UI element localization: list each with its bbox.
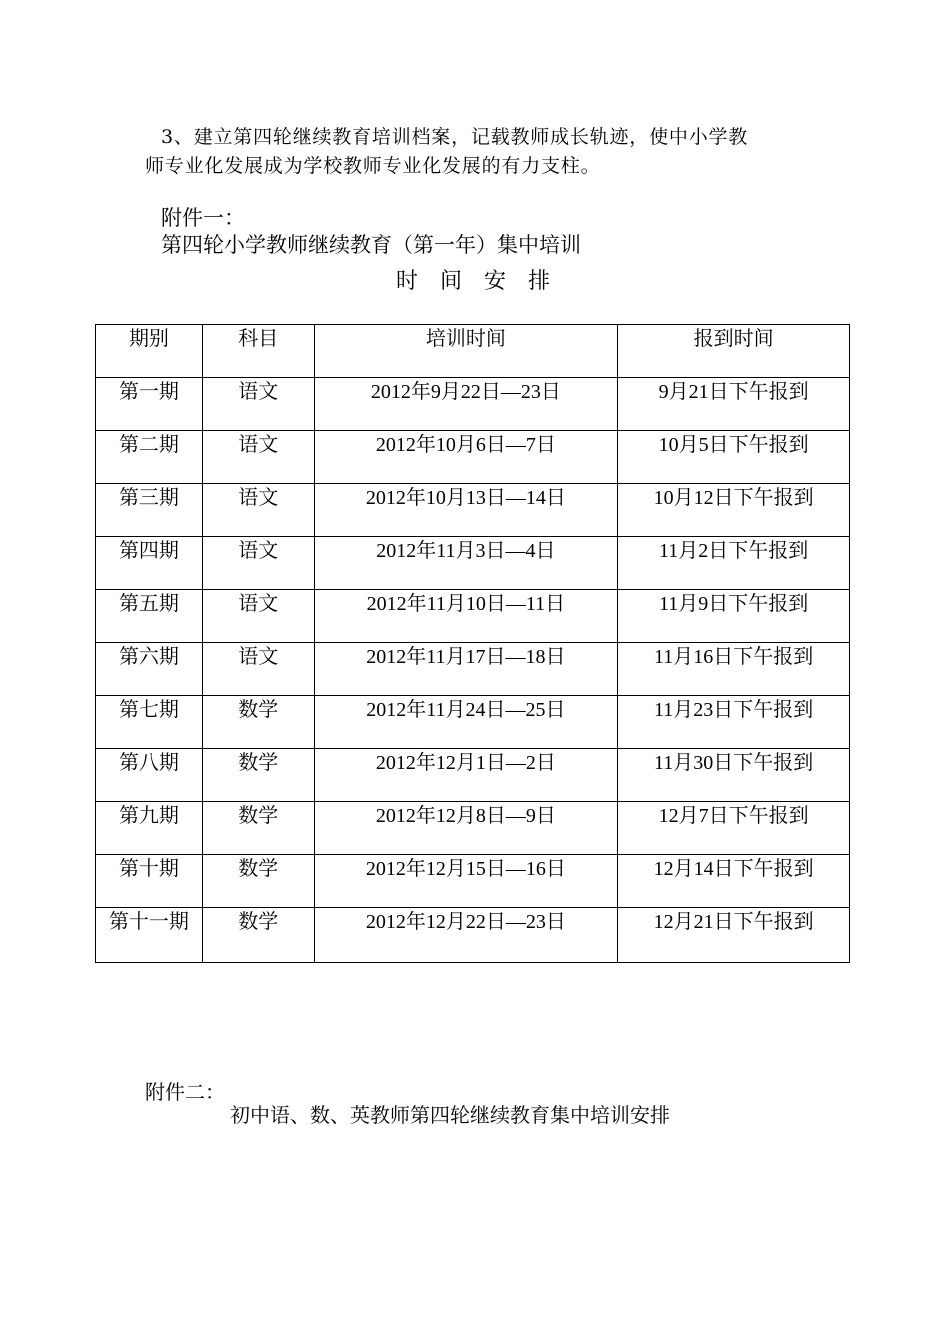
cell-training-time: 2012年12月1日—2日: [314, 749, 618, 802]
table-row: [96, 590, 850, 643]
attachment-1-title: 第四轮小学教师继续教育（第一年）集中培训: [161, 233, 581, 257]
header-report-time: 报到时间: [618, 325, 850, 378]
cell-report-time: 11月16日下午报到: [618, 643, 850, 696]
header-subject: 科目: [202, 325, 314, 378]
header-period: 期别: [96, 325, 203, 378]
cell-training-time: 2012年9月22日—23日: [314, 378, 618, 431]
cell-subject: 语文: [202, 431, 314, 484]
cell-report-time: 11月30日下午报到: [618, 749, 850, 802]
table-row: [96, 484, 850, 537]
cell-period: 第五期: [96, 590, 203, 643]
table-row: [96, 908, 850, 963]
training-schedule-table: [95, 324, 850, 963]
cell-report-time: 11月9日下午报到: [618, 590, 850, 643]
cell-subject: 语文: [202, 484, 314, 537]
cell-period: 第六期: [96, 643, 203, 696]
cell-period: 第十一期: [96, 908, 203, 963]
cell-period: 第七期: [96, 696, 203, 749]
cell-period: 第十期: [96, 855, 203, 908]
cell-subject: 数学: [202, 855, 314, 908]
cell-training-time: 2012年10月13日—14日: [314, 484, 618, 537]
attachment-2-title: 初中语、数、英教师第四轮继续教育集中培训安排: [230, 1103, 670, 1127]
cell-subject: 语文: [202, 537, 314, 590]
cell-period: 第八期: [96, 749, 203, 802]
attachment-1-label: 附件一：: [161, 206, 245, 230]
table-row: [96, 431, 850, 484]
header-training-time: 培训时间: [314, 325, 618, 378]
cell-report-time: 11月23日下午报到: [618, 696, 850, 749]
cell-training-time: 2012年12月8日—9日: [314, 802, 618, 855]
cell-subject: 语文: [202, 643, 314, 696]
table-header-row: [96, 325, 850, 378]
table-row: [96, 749, 850, 802]
table-row: [96, 802, 850, 855]
cell-period: 第一期: [96, 378, 203, 431]
cell-report-time: 12月7日下午报到: [618, 802, 850, 855]
cell-report-time: 9月21日下午报到: [618, 378, 850, 431]
table-row: [96, 855, 850, 908]
cell-report-time: 11月2日下午报到: [618, 537, 850, 590]
table-row: [96, 537, 850, 590]
cell-period: 第九期: [96, 802, 203, 855]
cell-training-time: 2012年12月22日—23日: [314, 908, 618, 963]
cell-period: 第二期: [96, 431, 203, 484]
cell-report-time: 12月14日下午报到: [618, 855, 850, 908]
cell-report-time: 10月12日下午报到: [618, 484, 850, 537]
cell-subject: 数学: [202, 749, 314, 802]
cell-subject: 语文: [202, 590, 314, 643]
cell-training-time: 2012年11月10日—11日: [314, 590, 618, 643]
paragraph-line-2: 师专业化发展成为学校教师专业化发展的有力支柱。: [145, 155, 601, 177]
cell-subject: 语文: [202, 378, 314, 431]
cell-training-time: 2012年11月24日—25日: [314, 696, 618, 749]
cell-subject: 数学: [202, 908, 314, 963]
table-row: [96, 696, 850, 749]
cell-subject: 数学: [202, 802, 314, 855]
table-row: [96, 378, 850, 431]
paragraph-line-1: 3、建立第四轮继续教育培训档案，记载教师成长轨迹，使中小学教: [161, 126, 749, 148]
attachment-2-label: 附件二：: [145, 1080, 225, 1104]
cell-period: 第三期: [96, 484, 203, 537]
cell-training-time: 2012年11月17日—18日: [314, 643, 618, 696]
table-row: [96, 643, 850, 696]
cell-training-time: 2012年12月15日—16日: [314, 855, 618, 908]
cell-training-time: 2012年11月3日—4日: [314, 537, 618, 590]
cell-report-time: 10月5日下午报到: [618, 431, 850, 484]
cell-training-time: 2012年10月6日—7日: [314, 431, 618, 484]
cell-report-time: 12月21日下午报到: [618, 908, 850, 963]
cell-period: 第四期: [96, 537, 203, 590]
paragraph-item-3: [145, 123, 825, 181]
cell-subject: 数学: [202, 696, 314, 749]
attachment-1-subtitle: 时间安排: [396, 269, 573, 294]
